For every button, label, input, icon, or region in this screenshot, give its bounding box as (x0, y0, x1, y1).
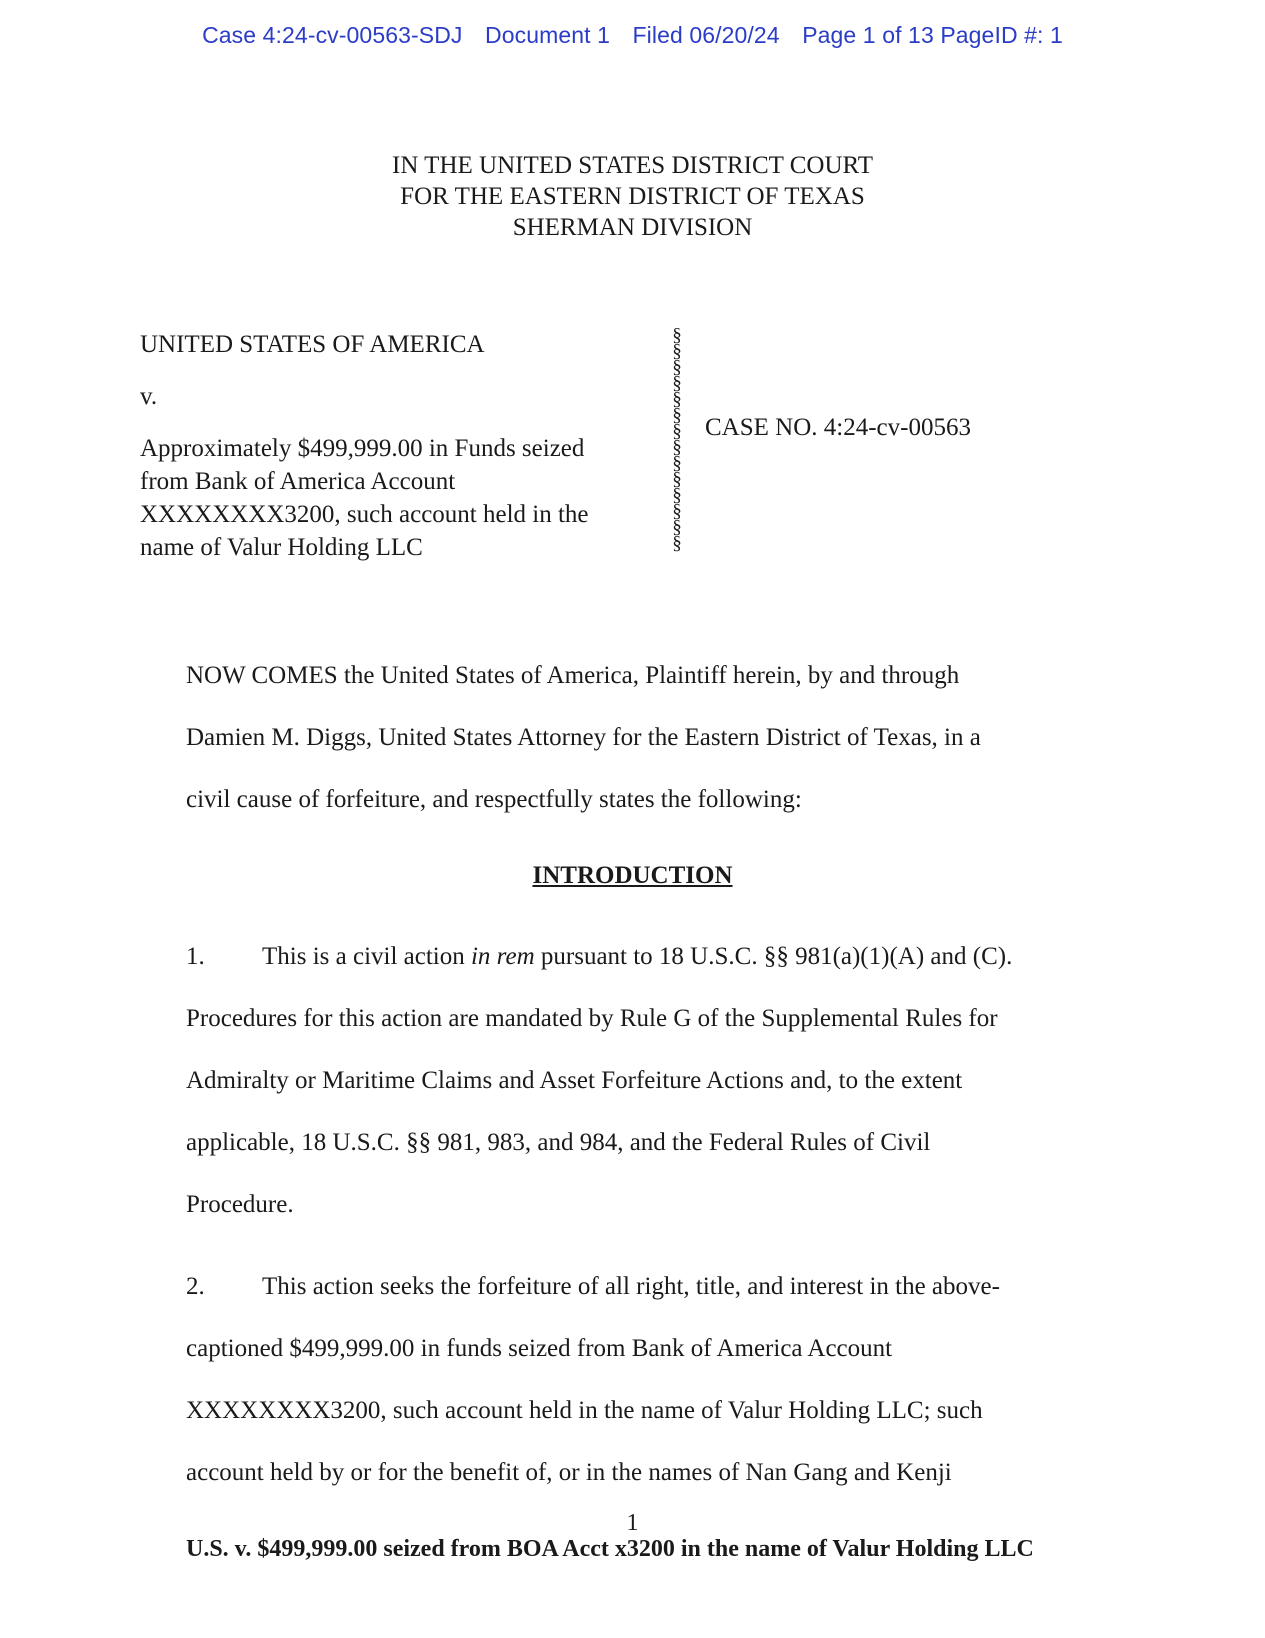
defendant-line: XXXXXXXX3200, such account held in the (140, 501, 589, 528)
paragraph-number: 1. (186, 943, 205, 970)
header-case-number: Case 4:24-cv-00563-SDJ (202, 22, 463, 48)
versus: v. (140, 383, 158, 410)
ecf-header (0, 22, 1265, 49)
intro-line: NOW COMES the United States of America, Plaintiff herein, by and through (186, 662, 960, 689)
intro-line: Damien M. Diggs, United States Attorney for the Eastern District of Texas, in a (186, 724, 981, 751)
defendant-line: Approximately $499,999.00 in Funds seized (140, 435, 585, 462)
section-mark: § (672, 533, 682, 554)
case-caption (140, 328, 660, 564)
section-mark: § (672, 405, 682, 426)
defendant-description (140, 432, 660, 564)
intro-paragraph (186, 645, 1076, 831)
paragraph-line: account held by or for the benefit of, or in the names of Nan Gang and Kenji (186, 1459, 952, 1486)
section-mark: § (672, 325, 682, 346)
paragraph-line: Procedures for this action are mandated by Rule G of the Supplemental Rules for (186, 1005, 998, 1032)
footer-case-title: U.S. v. $499,999.00 seized from BOA Acct x3200 in the name of Valur Holding LLC (186, 1536, 1034, 1562)
paragraph-line: Admiralty or Maritime Claims and Asset Forfeiture Actions and, to the extent (186, 1067, 963, 1094)
court-line-1: IN THE UNITED STATES DISTRICT COURT (392, 152, 873, 179)
intro-line: civil cause of forfeiture, and respectfully states the following: (186, 786, 802, 813)
paragraph-2-first-line (186, 1256, 1076, 1318)
paragraph-text: This action seeks the forfeiture of all right, title, and interest in the above- (262, 1273, 1000, 1300)
section-mark: § (672, 357, 682, 378)
header-filed-date: Filed 06/20/24 (632, 22, 780, 48)
section-heading: INTRODUCTION (532, 862, 733, 889)
paragraph-1-first-line (186, 926, 1076, 988)
section-mark: § (672, 453, 682, 474)
plaintiff-name: UNITED STATES OF AMERICA (140, 331, 485, 358)
paragraph-text: pursuant to 18 U.S.C. §§ 981(a)(1)(A) and (C). (534, 943, 1013, 970)
defendant-line: name of Valur Holding LLC (140, 534, 423, 561)
section-mark: § (672, 437, 682, 458)
page-number: 1 (626, 1510, 639, 1536)
court-line-2: FOR THE EASTERN DISTRICT OF TEXAS (400, 183, 865, 210)
paragraph-italic-text: in rem (470, 943, 535, 970)
section-mark: § (672, 421, 682, 442)
paragraph-text: This is a civil action (262, 943, 471, 970)
paragraph-2 (186, 1256, 1076, 1504)
court-line-3: SHERMAN DIVISION (512, 214, 753, 241)
paragraph-line: XXXXXXXX3200, such account held in the name of Valur Holding LLC; such (186, 1397, 983, 1424)
paragraph-number: 2. (186, 1273, 205, 1300)
section-mark: § (672, 389, 682, 410)
section-mark: § (672, 517, 682, 538)
section-mark: § (672, 485, 682, 506)
paragraph-1 (186, 926, 1076, 1236)
section-mark-column (662, 325, 692, 554)
section-mark: § (672, 373, 682, 394)
case-number: CASE NO. 4:24-cv-00563 (705, 414, 971, 441)
section-mark: § (672, 501, 682, 522)
section-mark: § (672, 341, 682, 362)
paragraph-line: applicable, 18 U.S.C. §§ 981, 983, and 984, and the Federal Rules of Civil (186, 1129, 931, 1156)
section-mark: § (672, 469, 682, 490)
paragraph-line: captioned $499,999.00 in funds seized from Bank of America Account (186, 1335, 893, 1362)
header-document: Document 1 (485, 22, 611, 48)
court-title (0, 150, 1265, 243)
header-page-id: Page 1 of 13 PageID #: 1 (802, 22, 1063, 48)
defendant-line: from Bank of America Account (140, 468, 456, 495)
paragraph-line: Procedure. (186, 1191, 294, 1218)
